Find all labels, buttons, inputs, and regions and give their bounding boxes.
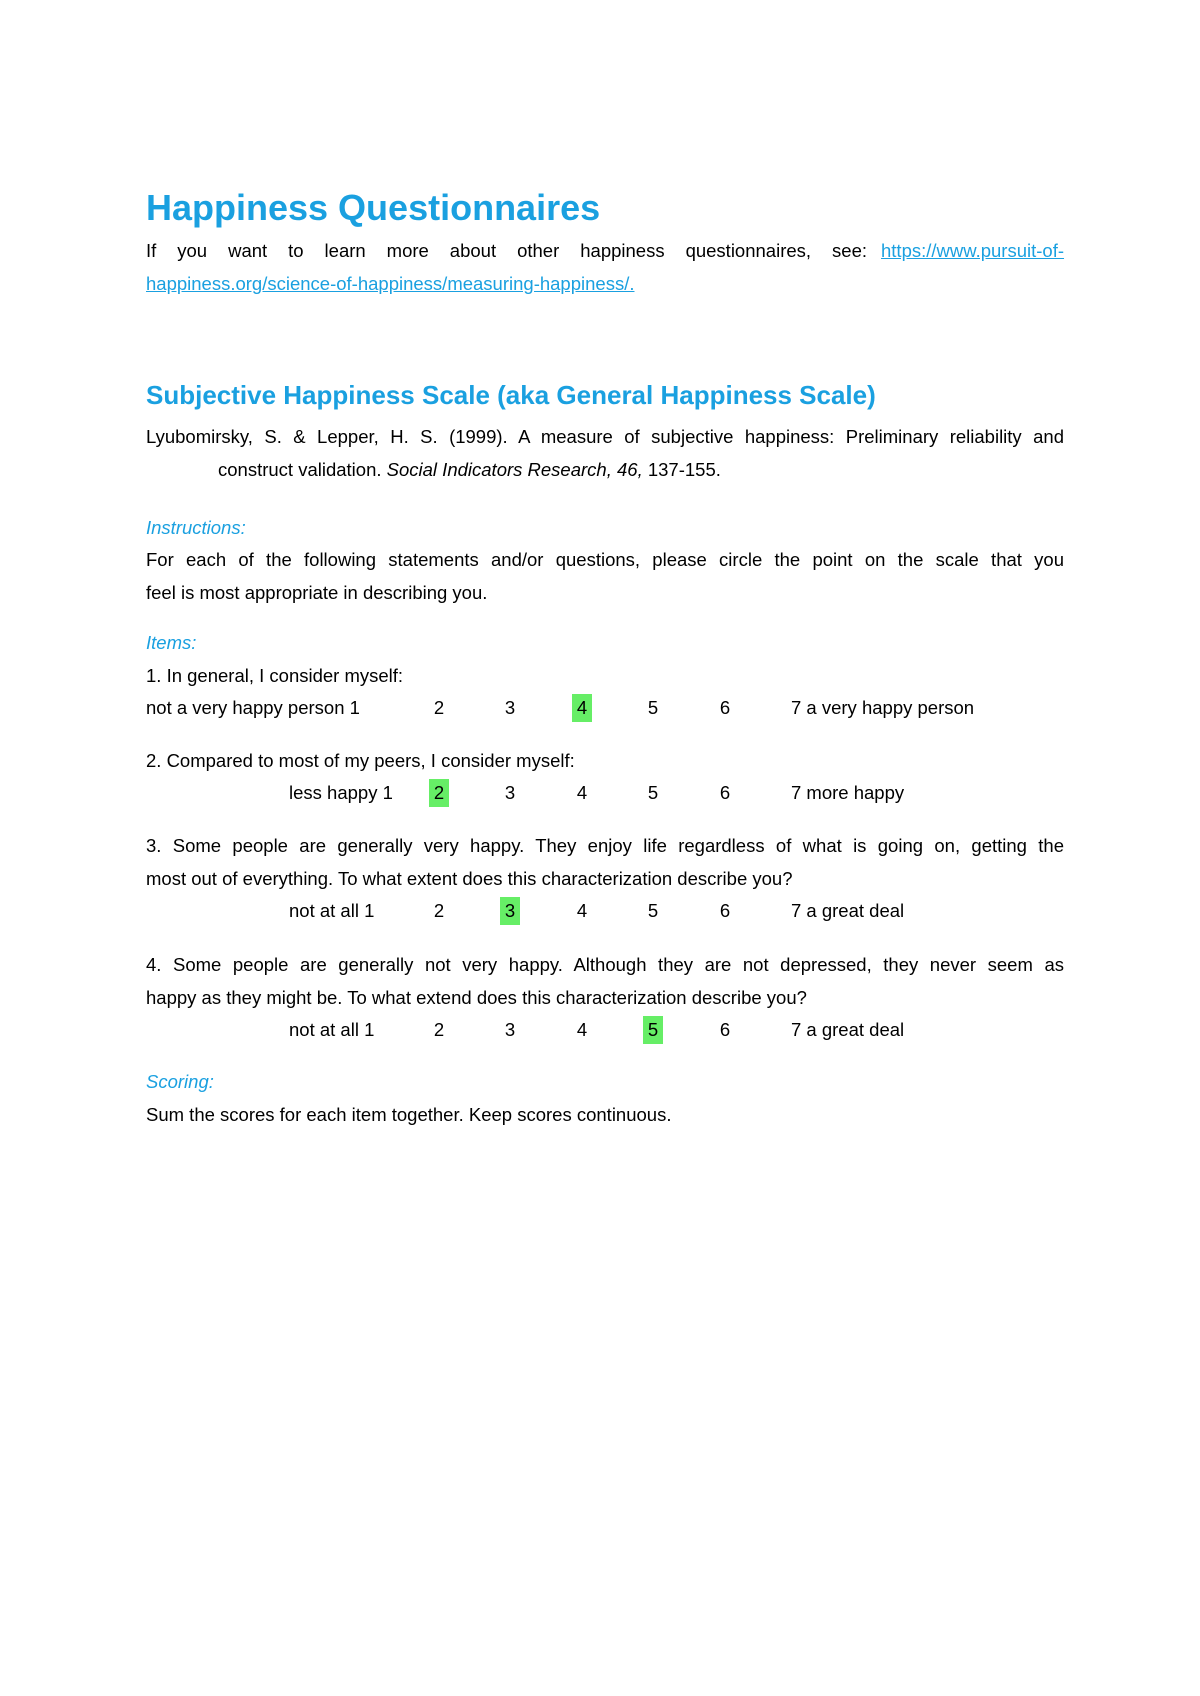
items-label: Items: [146,632,197,653]
intro-text: If you want to learn more about other happiness questionnaires, see: [146,240,867,261]
item-4-question-line-2: happy as they might be. To what extend does this characterization describe you? [146,987,807,1008]
item-4-question-line-1: 4. Some people are generally not very happy. Although they are not depressed, they never seem as [146,954,1064,975]
item-1-option-5[interactable]: 5 [647,697,659,718]
item-2-right-label: 7 more happy [791,782,905,803]
instructions-label: Instructions: [146,517,246,538]
link-pursuit-of-happiness-part2[interactable]: happiness.org/science-of-happiness/measuring-happiness/. [146,273,635,294]
item-3-option-2[interactable]: 2 [433,900,445,921]
item-2-question: 2. Compared to most of my peers, I consider myself: [146,750,575,771]
item-1-option-2[interactable]: 2 [433,697,445,718]
instructions-line-1: For each of the following statements and/or questions, please circle the point on the scale that you [146,549,1064,570]
item-1-left-label: not a very happy person 1 [146,697,360,718]
item-3-option-4[interactable]: 4 [576,900,588,921]
citation-journal: Social Indicators Research, 46, [386,459,643,480]
item-3-question-line-1: 3. Some people are generally very happy. They enjoy life regardless of what is going on, getting the [146,835,1064,856]
item-2-option-3[interactable]: 3 [504,782,516,803]
item-4-right-label: 7 a great deal [791,1019,905,1040]
item-4-option-6[interactable]: 6 [719,1019,731,1040]
item-4-option-2[interactable]: 2 [433,1019,445,1040]
item-2-left-label: less happy 1 [289,782,393,803]
item-3-option-6[interactable]: 6 [719,900,731,921]
citation-pages: 137-155. [647,459,721,480]
item-3-question-line-2: most out of everything. To what extent does this characterization describe you? [146,868,793,889]
item-4-option-4[interactable]: 4 [576,1019,588,1040]
intro-line-1 [146,234,1064,267]
section-title: Subjective Happiness Scale (aka General Happiness Scale) [146,380,876,410]
instructions-line-2: feel is most appropriate in describing you. [146,582,488,603]
item-2-option-5[interactable]: 5 [647,782,659,803]
item-2-option-6[interactable]: 6 [719,782,731,803]
item-3-option-5[interactable]: 5 [647,900,659,921]
scoring-label: Scoring: [146,1071,214,1092]
item-3-option-3-selected[interactable]: 3 [500,897,520,925]
item-1-right-label: 7 a very happy person [791,697,975,718]
item-1-question: 1. In general, I consider myself: [146,665,404,686]
item-1-option-3[interactable]: 3 [504,697,516,718]
item-4-option-5-selected[interactable]: 5 [643,1016,663,1044]
citation-line-2 [218,453,1078,486]
scoring-text: Sum the scores for each item together. Keep scores continuous. [146,1104,672,1125]
item-3-right-label: 7 a great deal [791,900,905,921]
page-title: Happiness Questionnaires [146,187,601,228]
citation-line-1: Lyubomirsky, S. & Lepper, H. S. (1999). A measure of subjective happiness: Preliminary reliability and [146,426,1064,447]
item-3-left-label: not at all 1 [289,900,375,921]
intro-line-2 [146,267,1064,300]
item-2-option-2-selected[interactable]: 2 [429,779,449,807]
item-1-option-6[interactable]: 6 [719,697,731,718]
item-4-left-label: not at all 1 [289,1019,375,1040]
link-pursuit-of-happiness-part1[interactable]: https://www.pursuit-of- [881,240,1065,261]
item-2-option-4[interactable]: 4 [576,782,588,803]
item-1-option-4-selected[interactable]: 4 [572,694,592,722]
citation-title-end: construct validation. [218,459,382,480]
item-4-option-3[interactable]: 3 [504,1019,516,1040]
